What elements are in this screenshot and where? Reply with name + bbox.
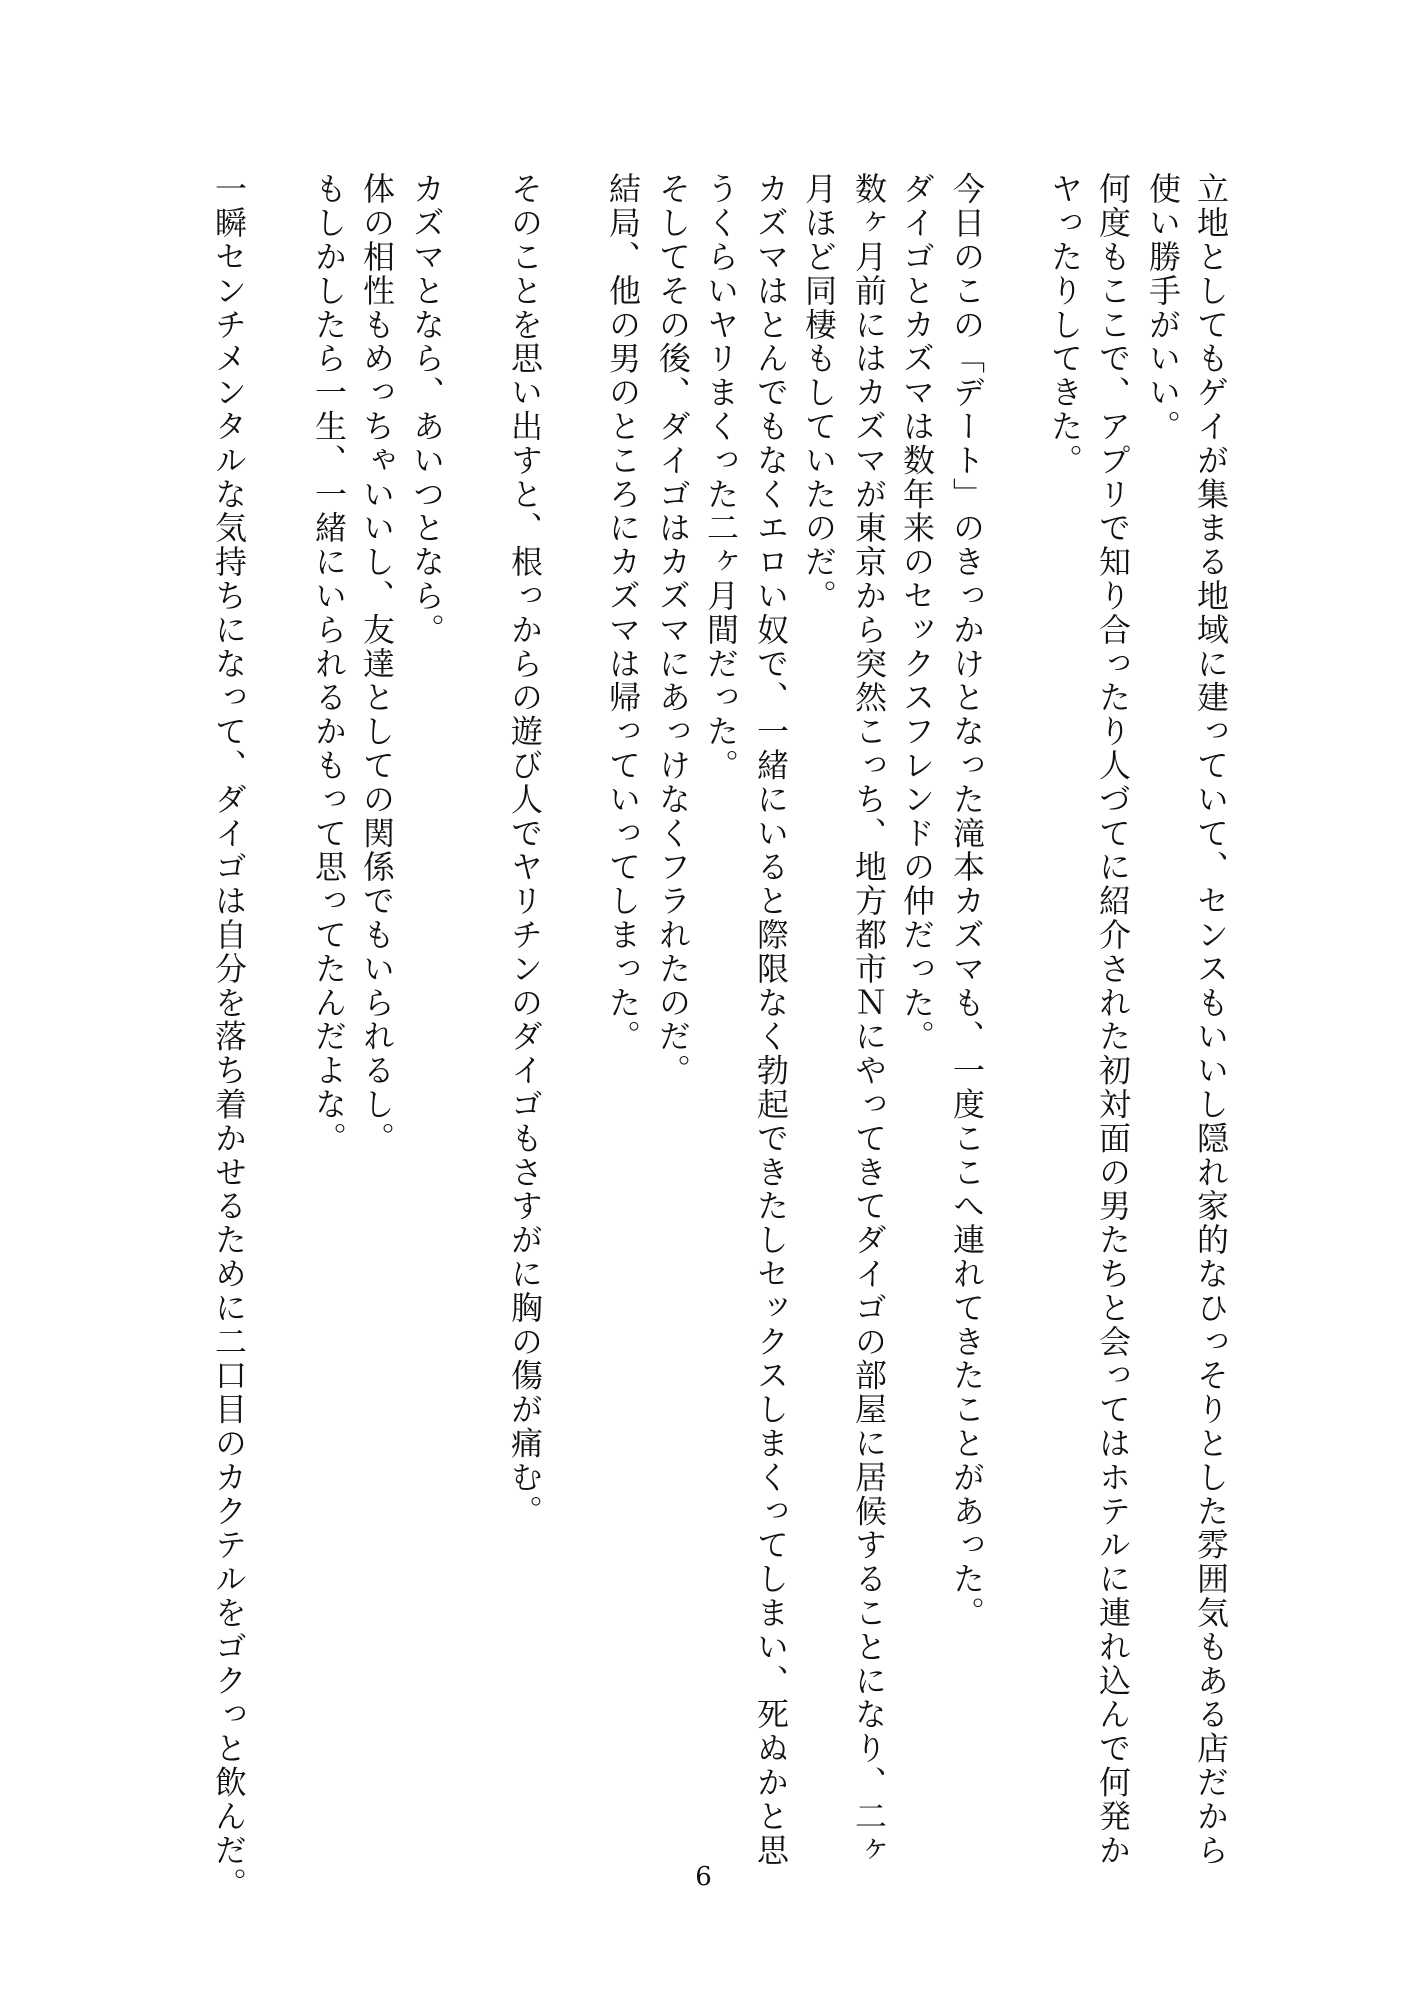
text-line-12: そしてその後、ダイゴはカズマにあっけなくフラれたのだ。 [654,172,692,1088]
text-line-15: そのことを思い出すと、根っからの遊び人でヤリチンのダイゴもさすがに胸の傷が痛む。 [506,172,544,1528]
page-number: 6 [695,1862,712,1892]
text-line-6: 今日のこの「デート」のきっかけとなった滝本カズマも、一度ここへ連れてきたことがあった。 [948,172,986,1630]
text-line-4: ヤったりしてきた。 [1046,172,1084,478]
text-line-10: カズマはとんでもなくエロい奴で、一緒にいると際限なく勃起できたしセックスしまくってしまい、死ぬかと思 [752,172,790,1867]
text-line-1: 立地としてもゲイが集まる地域に建っていて、センスもいいし隠れ家的なひっそりとした雰囲気もある店だから [1192,172,1230,1867]
text-line-11: うくらいヤリまくった二ヶ月間だった。 [702,172,740,783]
text-line-8: 数ヶ月前にはカズマが東京から突然こっち、地方都市Ｎにやってきてダイゴの部屋に居候することになり、二ヶ [850,172,888,1867]
text-line-18: 体の相性もめっちゃいいし、友達としての関係でもいられるし。 [358,172,396,1156]
text-line-17: カズマとなら、あいつとなら。 [408,172,446,647]
text-line-13: 結局、他の男のところにカズマは帰っていってしまった。 [604,172,642,1054]
text-line-7: ダイゴとカズマは数年来のセックスフレンドの仲だった。 [898,172,936,1054]
text-line-2: 使い勝手がいい。 [1144,172,1182,444]
text-line-19: もしかしたら一生、一緒にいられるかもって思ってたんだよな。 [310,172,348,1156]
text-line-9: 月ほど同棲もしていたのだ。 [800,172,838,613]
text-line-21: 一瞬センチメンタルな気持ちになって、ダイゴは自分を落ち着かせるために二口目のカクテルをゴクっと飲んだ。 [210,172,248,1901]
text-line-3: 何度もここで、アプリで知り合ったり人づてに紹介された初対面の男たちと会ってはホテルに連れ込んで何発か [1094,172,1132,1867]
